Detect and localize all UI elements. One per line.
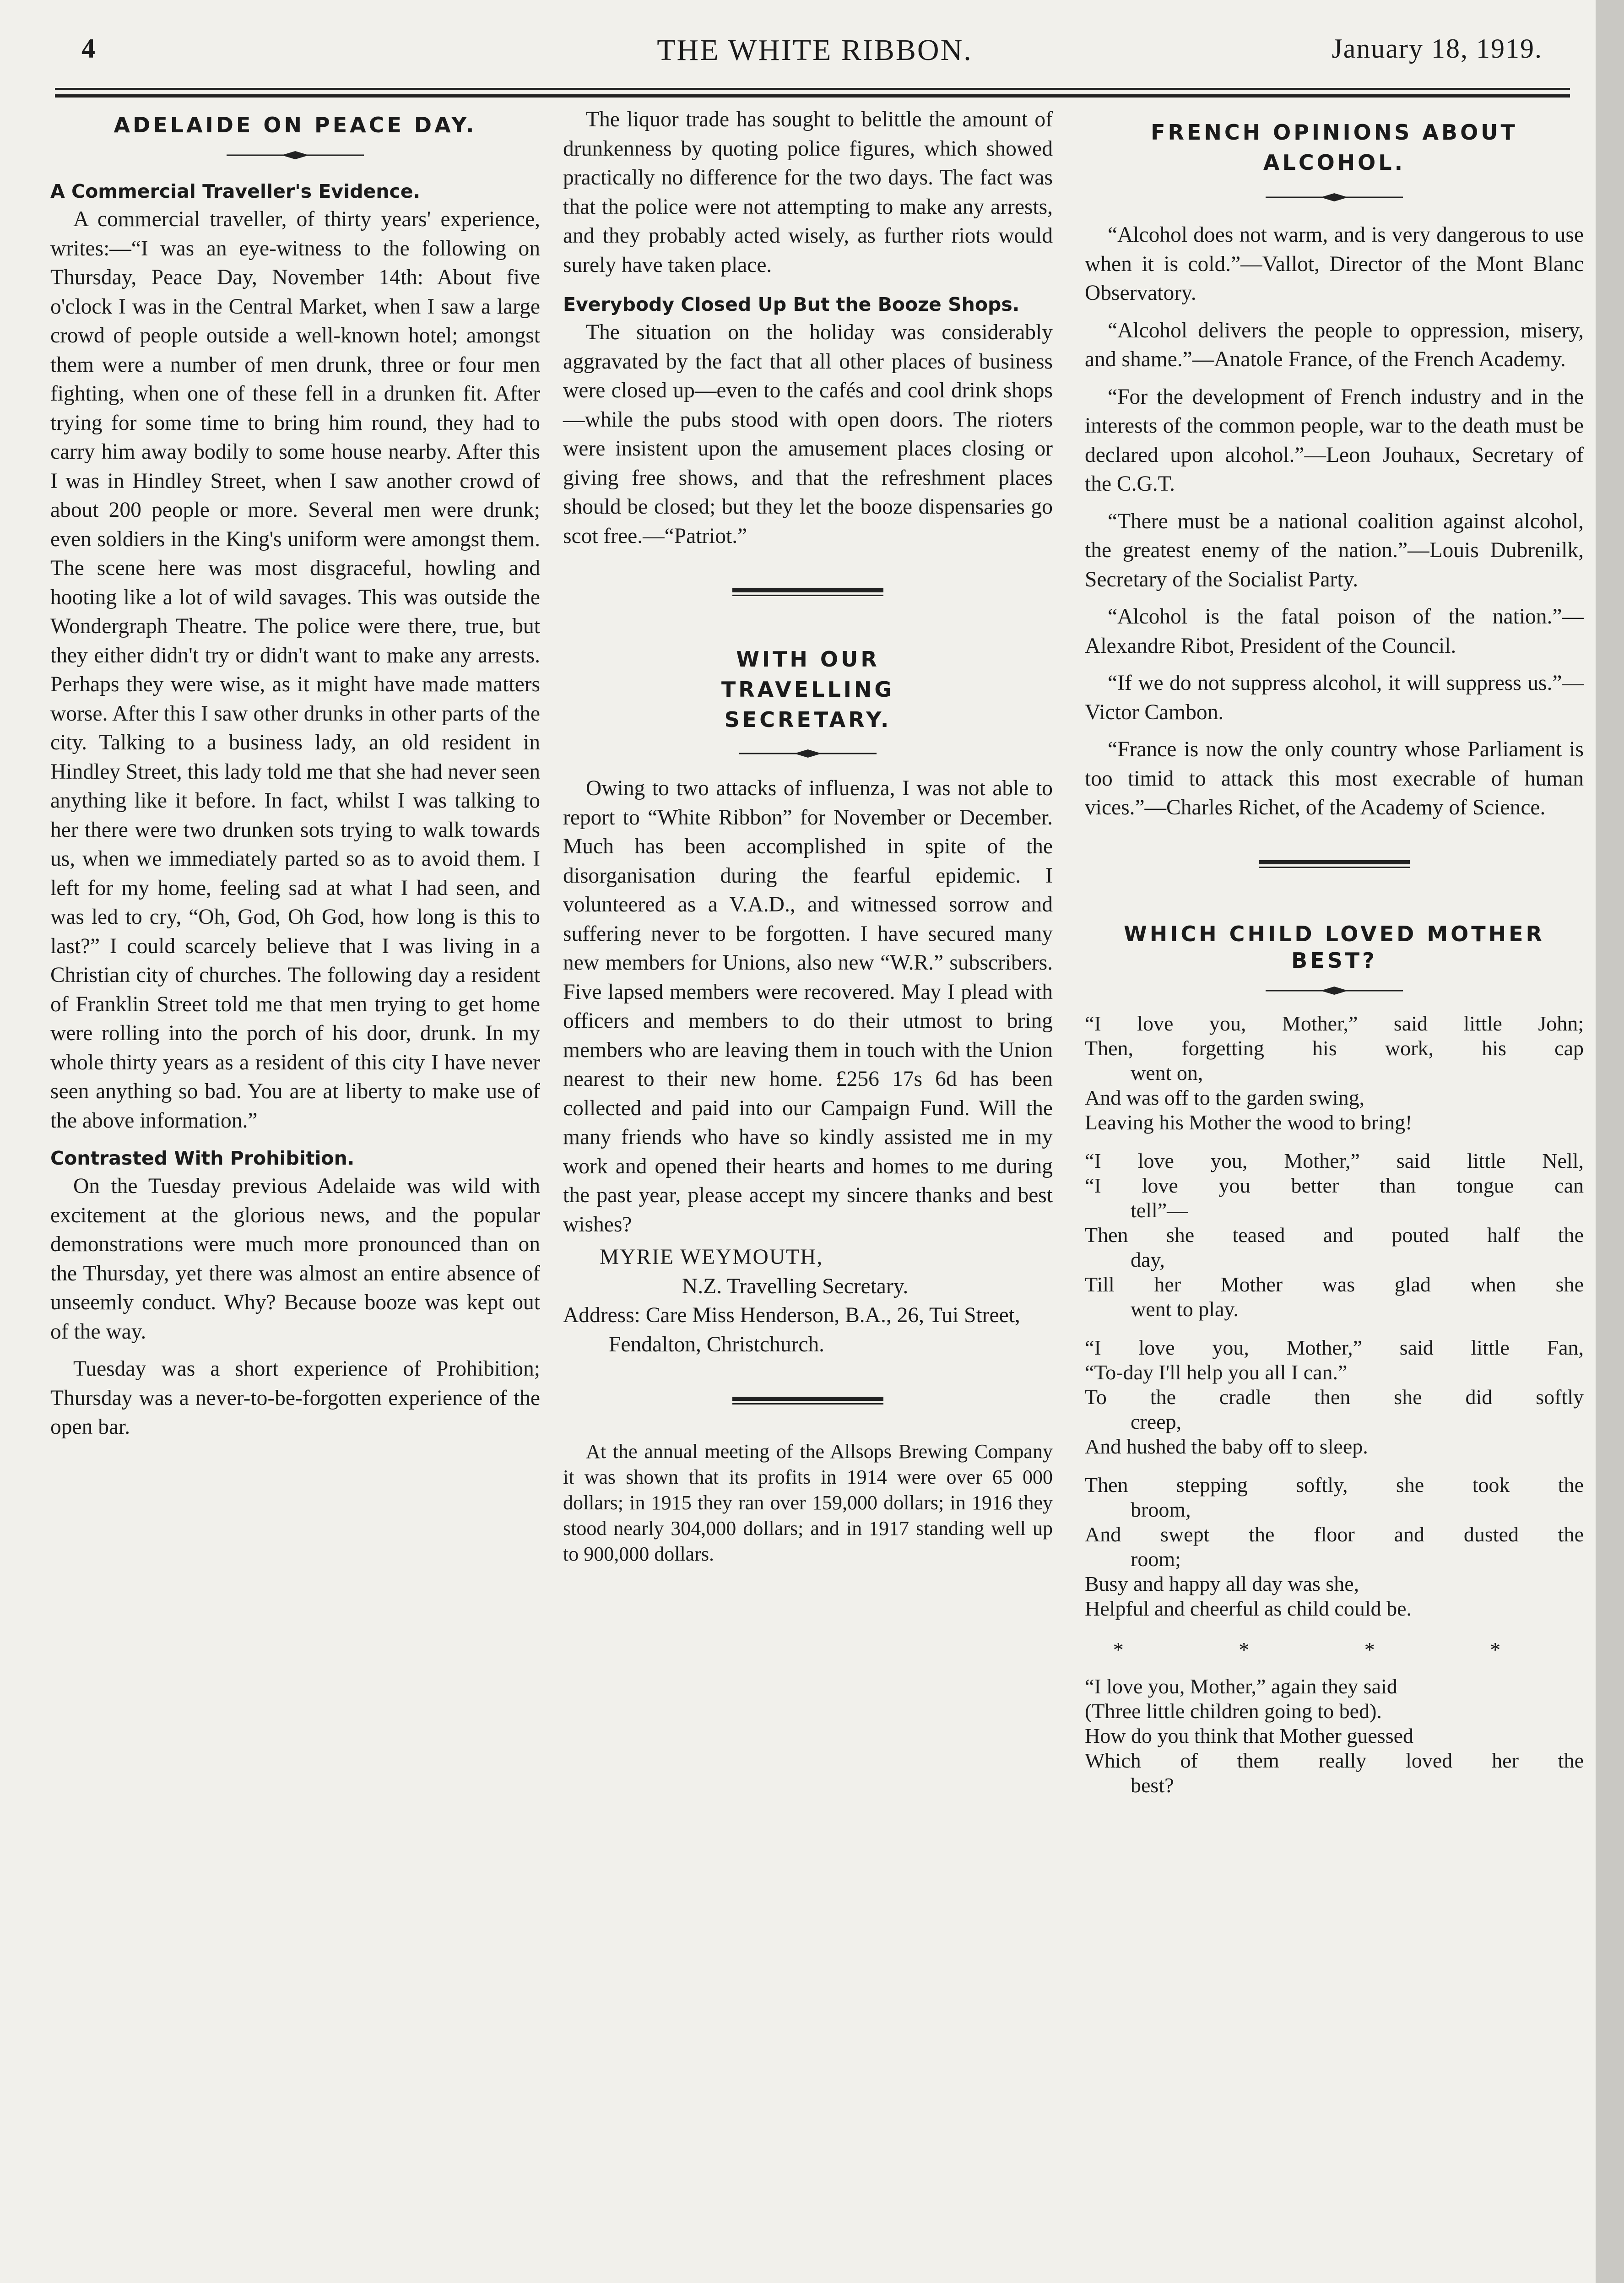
paragraph-tuesday-previous: On the Tuesday previous Adelaide was wild with excitement at the glorious news, and the popular demonstrations were much more pronounced than on the Thursday, yet there was almost an entire absence of unseemly conduct. Why? Because booze was kept out of the way. (50, 1174, 540, 1344)
column-3 (1085, 105, 1584, 1811)
poem-line-continuation: best? (1131, 1773, 1174, 1797)
poem-line: “To-day I'll help you all I can.” (1085, 1360, 1348, 1384)
column-1 (50, 105, 540, 1442)
poem-line: Leaving his Mother the wood to bring! (1085, 1110, 1413, 1134)
poem-line: Busy and happy all day was she, (1085, 1572, 1359, 1595)
paragraph-influenza-report: Owing to two attacks of influenza, I was not able to report to “White Ribbon” for November or December. Much has been accomplished in spite of the disorganisation during the fearful epidemic. I volunteered as a V.A.D., and witnessed sorrow and suffering never to be forgotten. I have secured many new members for Unions, also new “W.R.” subscribers. Five lapsed members were recovered. May I plead with officers and members to do their utmost to bring members who are leaving them in touch with the Union nearest to their new home. £256 17s 6d has been collected and paid into our Campaign Fund. Will the many friends who have so kindly assisted me in my work and opened their hearts and homes to me during the past year, please accept my sincere thanks and best wishes? (563, 776, 1053, 1236)
paragraph-eyewitness: A commercial traveller, of thirty years' experience, writes:—“I was an eye-witness to the following on Thursday, Peace Day, November 14th: About five o'clock I was in the Central Market, when I saw a large crowd of people outside a well-known hotel; amongst them were a number of men drunk, three or four men fighting, when one of these fell in a drunken fit. After trying for some time to bring him round, they had to carry him away bodily to some house nearby. After this I was in Hindley Street, when I saw another crowd of about 200 people or more. Several men were drunk; even soldiers in the King's uniform were amongst them. The scene here was most disgraceful, howling and hooting like a lot of wild savages. This was outside the Wondergraph Theatre. The police were there, true, but they either didn't try or didn't want to make any arrests. Perhaps they were wise, as it might have made matters worse. After this I saw other drunks in other parts of the city. Talking to a business lady, an old resident in Hindley Street, this lady told me that she had never seen anything like it before. In fact, whilst I was talking to her there were two drunken sots trying to walk towards us, when we immediately parted so as to avoid them. I left for my home, feeling sad at what I had seen, and was led to cry, “Oh, God, Oh God, how long is this to last?” I could scarcely believe that I was living in a Christian city of churches. The following day a resident of Franklin Street told me that men trying to get home were rolling into the porch of his door, drunk. In my whole thirty years as a resident of this city I have never seen anything so bad. You are at liberty to make use of the above information.” (50, 207, 540, 1133)
poem-line: Then, forgetting his work, his cap (1085, 1036, 1584, 1060)
subheading-commercial-traveller: A Commercial Traveller's Evidence. (50, 180, 421, 202)
poem-stanza-3 (1085, 1335, 1584, 1459)
diamond-rule-icon (1266, 984, 1403, 998)
quote-louis-dubrenilk: “There must be a national coalition against alcohol, the greatest enemy of the nation.”—Louis Dubrenilk, Secretary of the Socialist Party. (1085, 509, 1584, 591)
signature-address: Address: Care Miss Henderson, B.A., 26, Tui Street, Fendalton, Christchurch. (563, 1303, 1020, 1356)
double-rule-divider (732, 1396, 883, 1407)
signature-name: MYRIE WEYMOUTH, (600, 1245, 823, 1269)
article-title-adelaide: ADELAIDE ON PEACE DAY. (114, 113, 477, 137)
poem-line: “I love you, Mother,” said little John; (1085, 1011, 1584, 1035)
paragraph-allsops-brewing: At the annual meeting of the Allsops Brewing Company it was shown that its profits in 1914 were over 65 000 dollars; in 1915 they ran over 159,000 dollars; in 1916 they stood nearly 304,000 dollars; and in 1917 standing well up to 900,000 dollars. (563, 1440, 1053, 1565)
poem-line: And hushed the baby off to sleep. (1085, 1434, 1368, 1458)
poem-stanza-4 (1085, 1473, 1584, 1621)
paragraph-short-experience: Tuesday was a short experience of Prohibition; Thursday was a never-to-be-forgotten experience of the open bar. (50, 1357, 540, 1439)
poem-stanza-2 (1085, 1149, 1584, 1322)
publication-title: THE WHITE RIBBON. (657, 33, 973, 67)
quote-leon-jouhaux: “For the development of French industry and in the interests of the common people, war to the death must be declared upon alcohol.”—Leon Jouhaux, Secretary of the C.G.T. (1085, 385, 1584, 496)
column-2 (563, 105, 1053, 1567)
issue-date: January 18, 1919. (1332, 33, 1543, 64)
poem-line: “I love you better than tongue can (1085, 1173, 1584, 1197)
stars-separator: * * * * (1113, 1638, 1556, 1661)
quote-vallot: “Alcohol does not warm, and is very dangerous to use when it is cold.”—Vallot, Director of the Mont Blanc Observatory. (1085, 223, 1584, 305)
paragraph-liquor-trade: The liquor trade has sought to belittle the amount of drunkenness by quoting police figures, which showed practically no difference for the two days. The fact was that the police were not attempting to make any arrests, and they probably acted wisely, as further riots would surely have taken place. (563, 108, 1053, 277)
poem (1085, 1011, 1584, 1798)
poem-line: How do you think that Mother guessed (1085, 1724, 1414, 1747)
poem-line: “I love you, Mother,” again they said (1085, 1674, 1397, 1698)
header-rule-bottom (55, 94, 1570, 98)
poem-line-continuation: went on, (1131, 1061, 1203, 1085)
quote-anatole-france: “Alcohol delivers the people to oppression, misery, and shame.”—Anatole France, of the French Academy. (1085, 318, 1584, 371)
poem-stanza-1 (1085, 1011, 1584, 1135)
article-title-travelling-secretary: WITH OUR TRAVELLING SECRETARY. (721, 647, 895, 732)
article-title-french-opinions: FRENCH OPINIONS ABOUT ALCOHOL. (1151, 120, 1518, 175)
running-head (69, 30, 1561, 81)
diamond-rule-icon (1266, 190, 1403, 204)
poem-line-continuation: broom, (1131, 1497, 1191, 1521)
poem-line: (Three little children going to bed). (1085, 1699, 1382, 1723)
diamond-rule-icon (227, 148, 364, 162)
paragraph-holiday-situation: The situation on the holiday was considerably aggravated by the fact that all other places of business were closed up—even to the cafés and cool drink shops—while the pubs stood with open doors. The rioters were insistent upon the amusement places closing or giving free shows, and that the refreshment places should be closed; but they let the booze dispensaries go scot free.—“Patriot.” (563, 320, 1053, 548)
double-rule-divider (1259, 859, 1410, 870)
header-rule-top (55, 88, 1570, 90)
subheading-booze-shops: Everybody Closed Up But the Booze Shops. (563, 293, 1020, 315)
poem-line: Then stepping softly, she took the (1085, 1473, 1584, 1497)
poem-line: And was off to the garden swing, (1085, 1085, 1365, 1109)
poem-line: “I love you, Mother,” said little Fan, (1085, 1335, 1584, 1359)
poem-stanza-5 (1085, 1674, 1584, 1798)
poem-line: To the cradle then she did softly (1085, 1385, 1584, 1409)
quote-victor-cambon: “If we do not suppress alcohol, it will suppress us.”—Victor Cambon. (1085, 671, 1584, 724)
poem-line: And swept the floor and dusted the (1085, 1522, 1584, 1546)
quote-alexandre-ribot: “Alcohol is the fatal poison of the nation.”—Alexandre Ribot, President of the Council. (1085, 605, 1584, 658)
poem-line-continuation: day, (1131, 1247, 1165, 1271)
subheading-contrasted-prohibition: Contrasted With Prohibition. (50, 1147, 355, 1169)
poem-line: Which of them really loved her the (1085, 1748, 1584, 1772)
poem-line-continuation: creep, (1131, 1410, 1182, 1433)
quote-charles-richet: “France is now the only country whose Parliament is too timid to attack this most execrable of human vices.”—Charles Richet, of the Academy of Science. (1085, 738, 1584, 819)
page-number: 4 (81, 33, 95, 64)
poem-line: Helpful and cheerful as child could be. (1085, 1596, 1412, 1620)
diamond-rule-icon (739, 747, 877, 760)
poem-line: Till her Mother was glad when she (1085, 1272, 1584, 1296)
poem-line-continuation: room; (1131, 1547, 1181, 1571)
poem-line: Then she teased and pouted half the (1085, 1223, 1584, 1247)
poem-line-continuation: tell”— (1131, 1198, 1188, 1222)
signature-title: N.Z. Travelling Secretary. (682, 1274, 909, 1298)
page-edge-shadow (1596, 0, 1624, 2283)
poem-line-continuation: went to play. (1131, 1297, 1239, 1321)
double-rule-divider (732, 587, 883, 598)
poem-title-which-child: WHICH CHILD LOVED MOTHER BEST? (1124, 921, 1545, 973)
poem-line: “I love you, Mother,” said little Nell, (1085, 1149, 1584, 1172)
